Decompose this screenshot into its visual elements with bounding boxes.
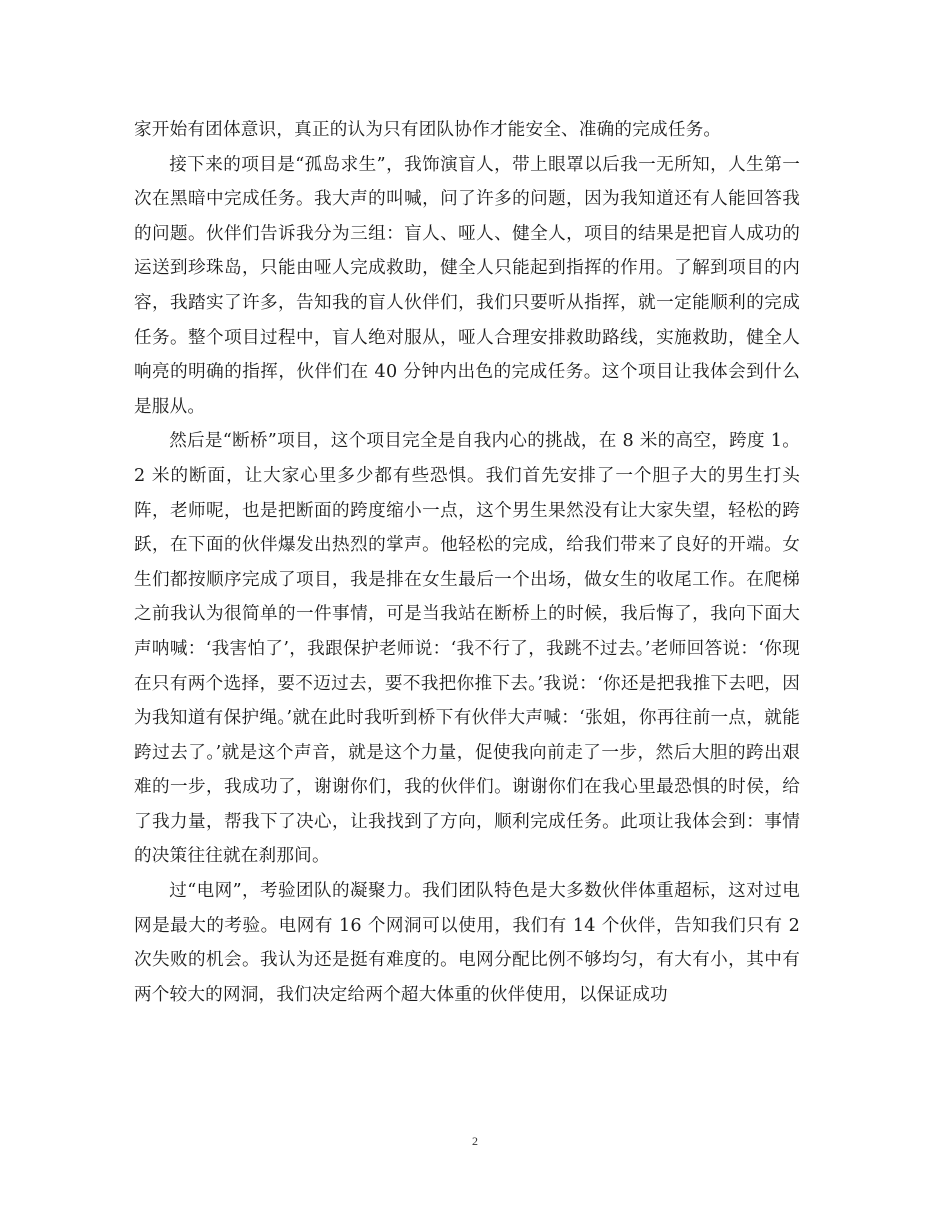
paragraph-1: 家开始有团体意识，真正的认为只有团队协作才能安全、准确的完成任务。 <box>134 120 722 140</box>
document-body <box>134 113 800 1012</box>
paragraph-4: 过“电网”，考验团队的凝聚力。我们团队特色是大多数伙伴体重超标，这对过电网是最大的考验。电网有 16 个网洞可以使用，我们有 14 个伙伴，告知我们只有 2 次失败的机会。我认为还是挺有难度的。电网分配比例不够均匀，有大有小，其中有两个较大的网洞，我们决定给两个超大体重的伙伴使用，以保证成功 <box>134 881 800 1005</box>
paragraph-3: 然后是“断桥”项目，这个项目完全是自我内心的挑战，在 8 米的高空，跨度 1。2 米的断面，让大家心里多少都有些恐惧。我们首先安排了一个胆子大的男生打头阵，老师呢，也是把断面的跨度缩小一点，这个男生果然没有让大家失望，轻松的跨跃，在下面的伙伴爆发出热烈的掌声。他轻松的完成，给我们带来了良好的开端。女生们都按顺序完成了项目，我是排在女生最后一个出场，做女生的收尾工作。在爬梯之前我认为很简单的一件事情，可是当我站在断桥上的时候，我后悔了，我向下面大声呐喊：‘我害怕了’，我跟保护老师说：‘我不行了，我跳不过去。’老师回答说：‘你现在只有两个选择，要不迈过去，要不我把你推下去。’我说：‘你还是把我推下去吧，因为我知道有保护绳。’就在此时我听到桥下有伙伴大声喊：‘张姐，你再往前一点，就能跨过去了。’就是这个声音，就是这个力量，促使我向前走了一步，然后大胆的跨出艰难的一步，我成功了，谢谢你们，我的伙伴们。谢谢你们在我心里最恐惧的时侯，给了我力量，帮我下了决心，让我找到了方向，顺利完成任务。此项让我体会到：事情的决策往往就在刹那间。 <box>134 431 800 867</box>
page-number: 2 <box>472 1134 478 1148</box>
paragraph-2: 接下来的项目是“孤岛求生”，我饰演盲人，带上眼罩以后我一无所知，人生第一次在黑暗中完成任务。我大声的叫喊，问了许多的问题，因为我知道还有人能回答我的问题。伙伴们告诉我分为三组：盲人、哑人、健全人，项目的结果是把盲人成功的运送到珍珠岛，只能由哑人完成救助，健全人只能起到指挥的作用。了解到项目的内容，我踏实了许多，告知我的盲人伙伴们，我们只要听从指挥，就一定能顺利的完成任务。整个项目过程中，盲人绝对服从，哑人合理安排救助路线，实施救助，健全人响亮的明确的指挥，伙伴们在 40 分钟内出色的完成任务。这个项目让我体会到什么是服从。 <box>134 154 800 417</box>
